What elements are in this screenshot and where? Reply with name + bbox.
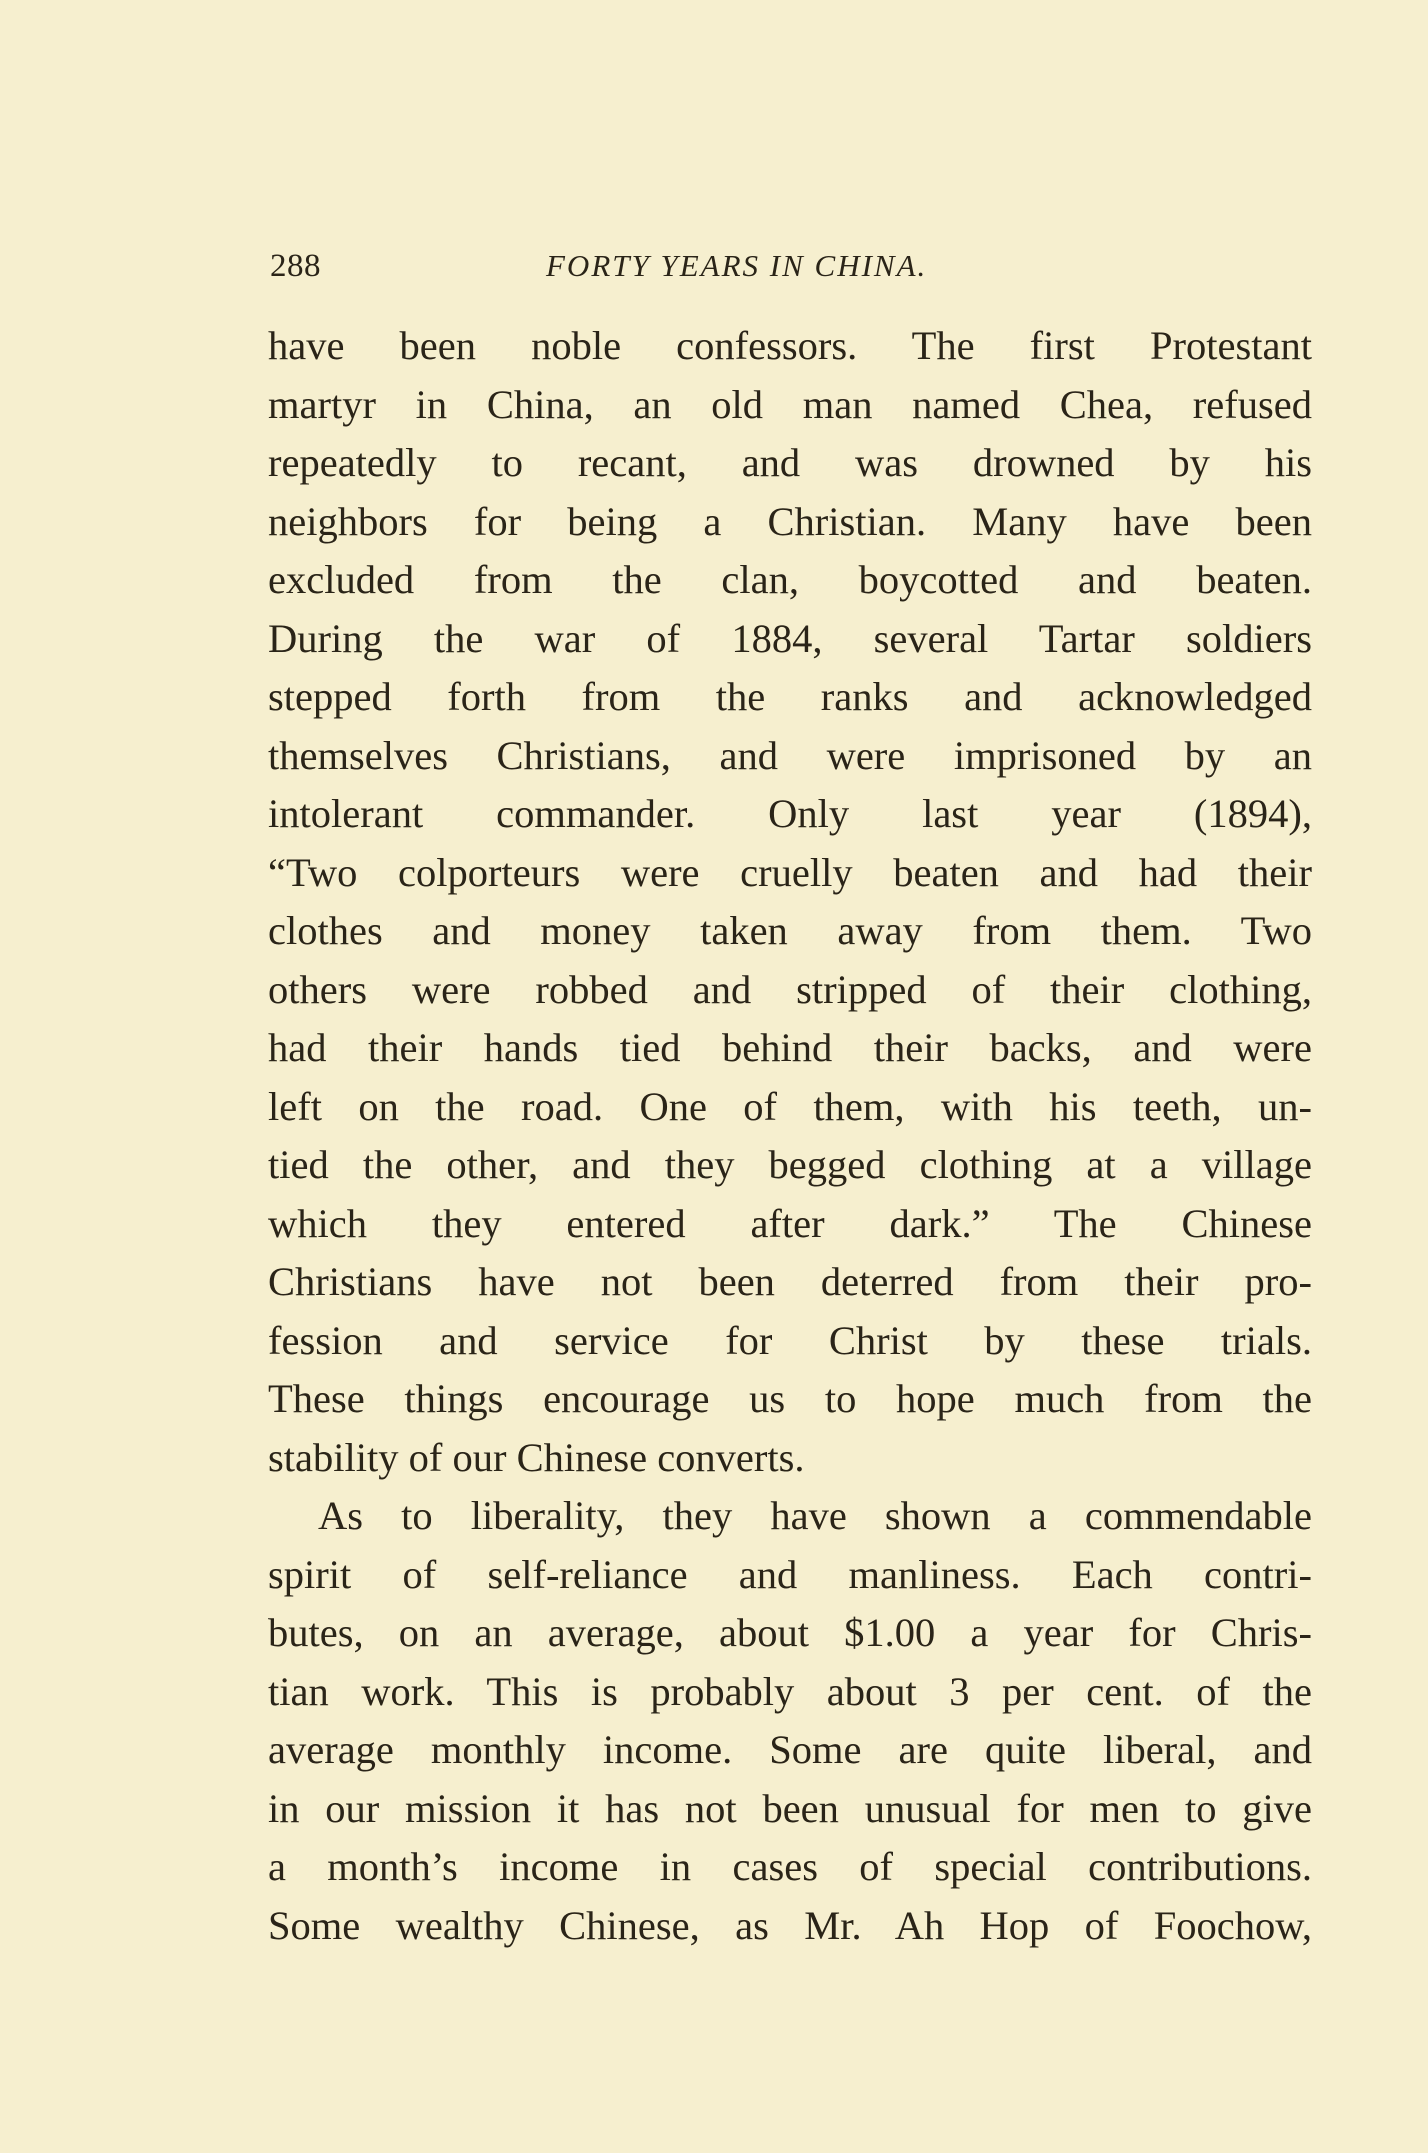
text-line: As to liberality, they have shown a commendable: [318, 1493, 1312, 1538]
text-line: fession and service for Christ by these trials.: [268, 1317, 1312, 1363]
text-line: had their hands tied behind their backs, and were: [268, 1025, 1312, 1070]
text-line: martyr in China, an old man named Chea, refused: [268, 381, 1312, 427]
text-line: excluded from the clan, boycotted and beaten.: [268, 557, 1312, 602]
text-line: which they entered after dark.” The Chinese: [268, 1200, 1312, 1246]
running-head: [270, 248, 1300, 288]
text-line: spirit of self-reliance and manliness. Each contri-: [268, 1551, 1312, 1597]
running-title: FORTY YEARS IN CHINA.: [546, 248, 928, 283]
text-line: These things encourage us to hope much from the: [268, 1376, 1312, 1421]
body-text: [268, 317, 1312, 1955]
text-line: Christians have not been deterred from their pro-: [268, 1259, 1312, 1304]
text-line: “Two colporteurs were cruelly beaten and had their: [268, 849, 1312, 895]
text-line: a month’s income in cases of special contributions.: [268, 1844, 1312, 1889]
text-line: others were robbed and stripped of their clothing,: [268, 966, 1312, 1012]
text-line: stepped forth from the ranks and acknowledged: [268, 674, 1312, 719]
text-line: left on the road. One of them, with his teeth, un-: [268, 1083, 1312, 1129]
text-line: neighbors for being a Christian. Many have been: [268, 498, 1312, 544]
text-line: butes, on an average, about $1.00 a year for Chris-: [268, 1610, 1312, 1655]
text-line: average monthly income. Some are quite liberal, and: [268, 1727, 1312, 1772]
page-number: 288: [270, 248, 321, 284]
text-line: in our mission it has not been unusual for men to give: [268, 1785, 1312, 1831]
text-line: intolerant commander. Only last year (1894),: [268, 791, 1312, 836]
text-line: During the war of 1884, several Tartar soldiers: [268, 615, 1312, 661]
text-line: clothes and money taken away from them. Two: [268, 908, 1312, 953]
text-line: stability of our Chinese converts.: [268, 1434, 805, 1480]
text-line: tied the other, and they begged clothing at a village: [268, 1142, 1312, 1187]
text-line: Some wealthy Chinese, as Mr. Ah Hop of Foochow,: [268, 1902, 1312, 1948]
text-line: tian work. This is probably about 3 per cent. of the: [268, 1668, 1312, 1714]
text-line: repeatedly to recant, and was drowned by his: [268, 440, 1312, 485]
text-line: themselves Christians, and were imprisoned by an: [268, 732, 1312, 778]
text-line: have been noble confessors. The first Protestant: [268, 323, 1312, 368]
